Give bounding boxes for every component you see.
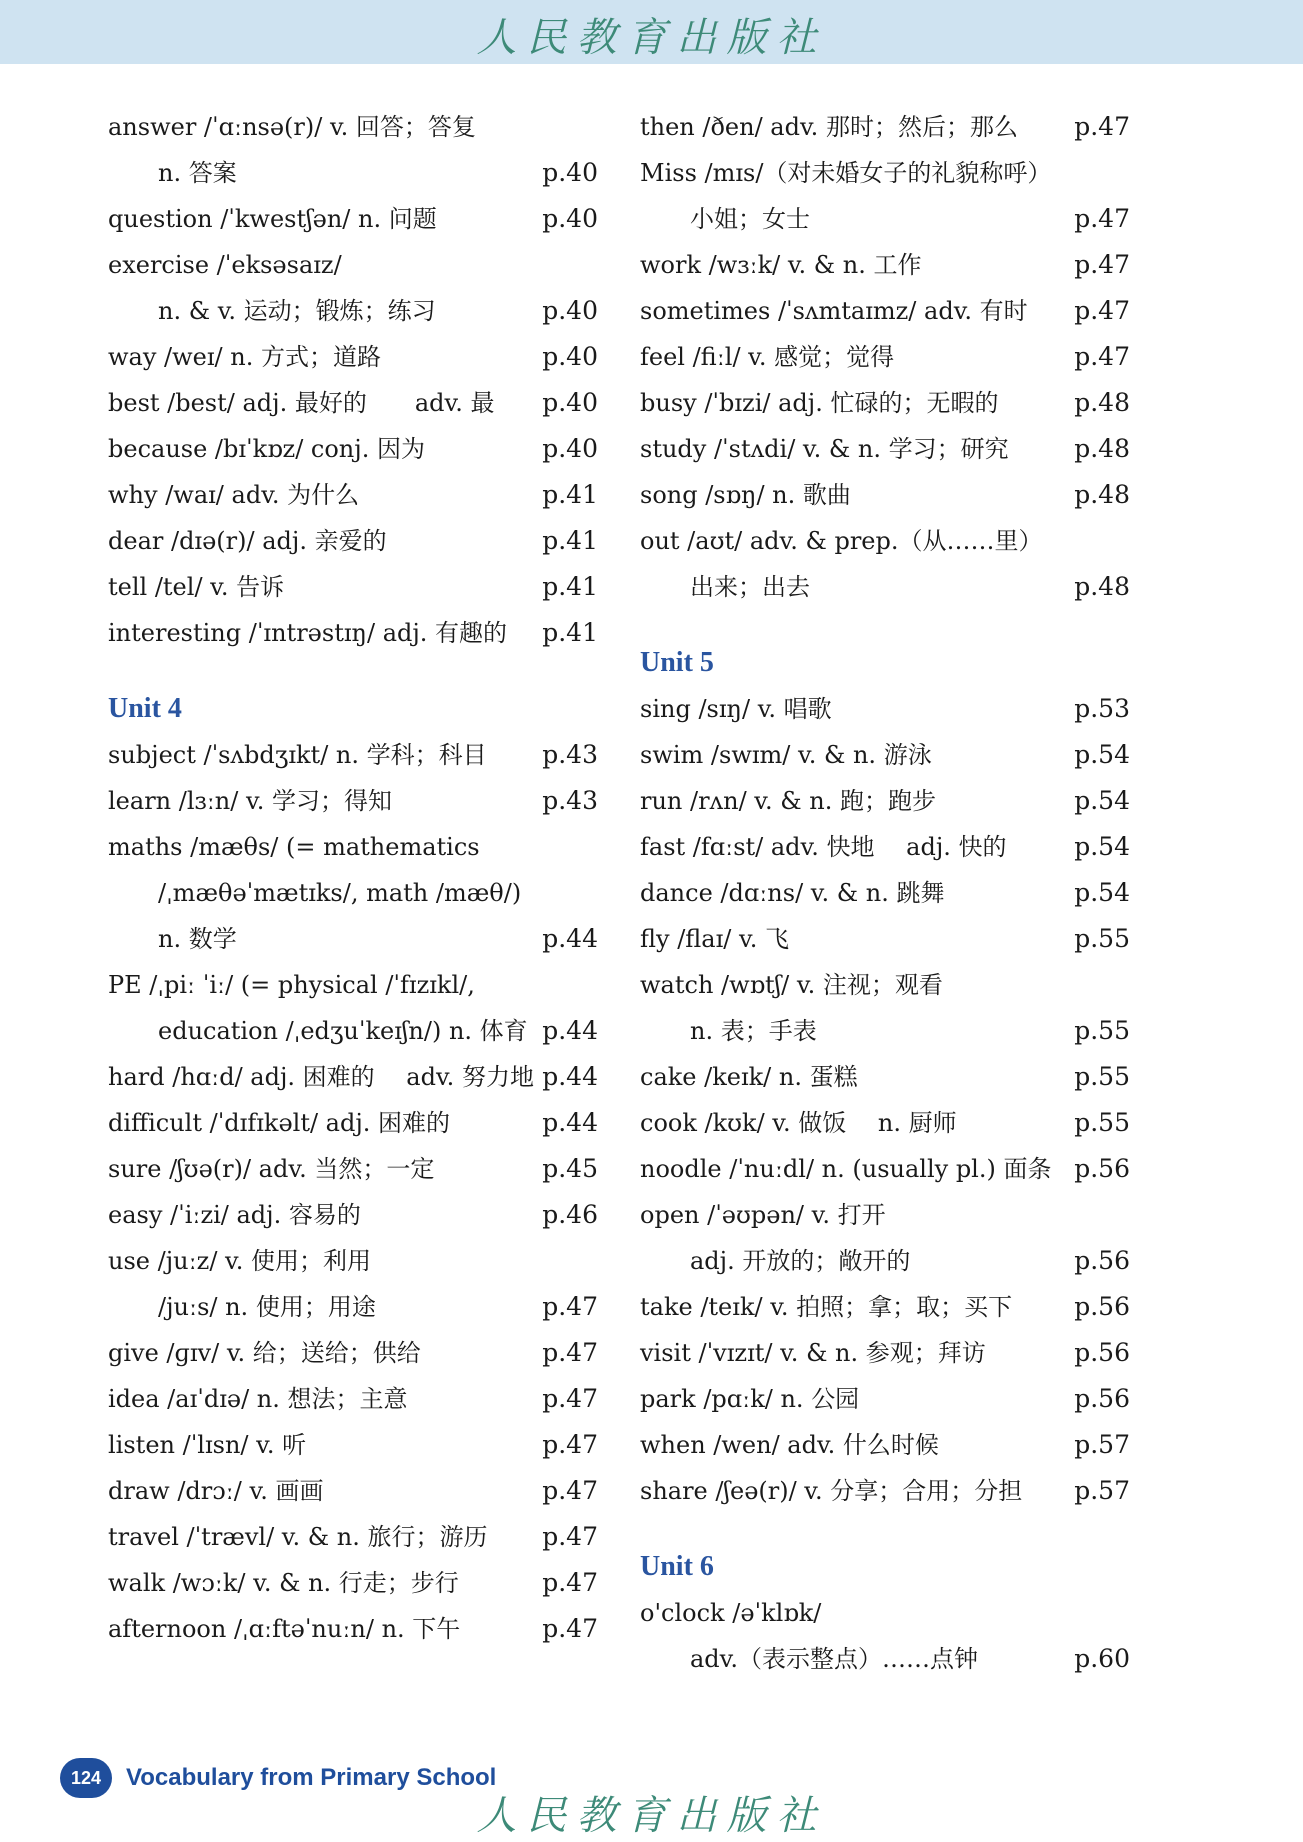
vocab-entry-text: travel /ˈtrævl/ v. & n. 旅行；游历 — [108, 1523, 488, 1551]
vocab-entry — [640, 686, 1130, 732]
unit-heading: Unit 4 — [108, 693, 182, 724]
vocab-entry-text: dance /dɑːns/ v. & n. 跳舞 — [640, 879, 945, 907]
vocab-entry — [108, 732, 598, 778]
vocab-entry — [108, 1192, 598, 1238]
vocab-page-ref: p.40 — [542, 434, 598, 463]
vocab-page-ref: p.40 — [542, 388, 598, 417]
vocab-entry — [108, 1560, 598, 1606]
vocab-entry — [640, 150, 1130, 196]
vocabulary-column-left — [108, 104, 598, 1652]
vocab-page-ref: p.47 — [1074, 112, 1130, 141]
vocab-entry-text: n. 表；手表 — [690, 1017, 817, 1045]
vocab-page-ref: p.44 — [542, 1062, 598, 1091]
vocab-entry-text: learn /lɜːn/ v. 学习；得知 — [108, 787, 392, 815]
vocab-entry — [640, 1238, 1130, 1284]
vocab-entry — [108, 962, 598, 1008]
vocab-entry — [108, 1008, 598, 1054]
vocab-entry — [640, 288, 1130, 334]
vocab-page-ref: p.40 — [542, 158, 598, 187]
vocab-page-ref: p.47 — [542, 1430, 598, 1459]
vocab-entry — [108, 824, 598, 870]
vocab-entry-text: afternoon /ˌɑːftəˈnuːn/ n. 下午 — [108, 1615, 461, 1643]
footer-publisher-logo: 人民教育出版社 — [476, 1793, 827, 1839]
vocab-entry-text: sing /sɪŋ/ v. 唱歌 — [640, 695, 832, 723]
vocab-entry-text: song /sɒŋ/ n. 歌曲 — [640, 481, 851, 509]
vocab-entry-text: give /ɡɪv/ v. 给；送给；供给 — [108, 1339, 421, 1367]
vocab-page-ref: p.56 — [1074, 1246, 1130, 1275]
vocab-entry-text: listen /ˈlɪsn/ v. 听 — [108, 1431, 307, 1459]
vocab-entry — [108, 1422, 598, 1468]
vocab-entry-text: n. 答案 — [158, 159, 237, 187]
vocab-page-ref: p.53 — [1074, 694, 1130, 723]
vocab-entry — [640, 1008, 1130, 1054]
vocab-page-ref: p.48 — [1074, 480, 1130, 509]
vocab-entry — [108, 1284, 598, 1330]
vocab-entry — [108, 778, 598, 824]
vocab-entry-text: walk /wɔːk/ v. & n. 行走；步行 — [108, 1569, 459, 1597]
vocab-entry — [108, 1100, 598, 1146]
footer-title: Vocabulary from Primary School — [126, 1764, 497, 1791]
vocab-entry — [640, 472, 1130, 518]
vocab-entry — [640, 426, 1130, 472]
vocab-page-ref: p.47 — [542, 1614, 598, 1643]
vocab-entry-text: draw /drɔː/ v. 画画 — [108, 1477, 324, 1505]
vocab-entry-text: fast /fɑːst/ adv. 快地 adj. 快的 — [640, 833, 1007, 861]
vocab-page-ref: p.56 — [1074, 1384, 1130, 1413]
vocab-page-ref: p.47 — [542, 1522, 598, 1551]
vocab-entry-text: /ˌmæθəˈmætɪks/, math /mæθ/) — [158, 879, 522, 907]
vocab-entry-text: dear /dɪə(r)/ adj. 亲爱的 — [108, 527, 387, 555]
vocab-entry — [640, 196, 1130, 242]
vocabulary-column-right — [640, 104, 1130, 1682]
vocab-entry-text: study /ˈstʌdi/ v. & n. 学习；研究 — [640, 435, 1009, 463]
vocab-entry — [108, 1514, 598, 1560]
vocab-page-ref: p.47 — [542, 1568, 598, 1597]
vocab-page-ref: p.47 — [542, 1384, 598, 1413]
vocab-entry-text: why /waɪ/ adv. 为什么 — [108, 481, 360, 509]
vocab-entry-text: 小姐；女士 — [690, 205, 810, 233]
vocab-page-ref: p.41 — [542, 618, 598, 647]
vocab-entry — [108, 518, 598, 564]
vocab-page-ref: p.46 — [542, 1200, 598, 1229]
vocab-entry — [108, 1376, 598, 1422]
vocab-entry — [640, 380, 1130, 426]
vocab-entry-text: hard /hɑːd/ adj. 困难的 adv. 努力地 — [108, 1063, 534, 1091]
vocab-page-ref: p.41 — [542, 480, 598, 509]
vocab-entry — [108, 1330, 598, 1376]
vocab-entry-text: fly /flaɪ/ v. 飞 — [640, 925, 789, 953]
vocab-entry — [640, 1468, 1130, 1514]
vocab-page-ref: p.54 — [1074, 786, 1130, 815]
vocab-entry-text: answer /ˈɑːnsə(r)/ v. 回答；答复 — [108, 113, 476, 141]
vocab-page-ref: p.55 — [1074, 1016, 1130, 1045]
vocab-entry-text: subject /ˈsʌbdʒɪkt/ n. 学科；科目 — [108, 741, 487, 769]
vocab-entry-text: maths /mæθs/ (= mathematics — [108, 833, 480, 861]
vocab-entry — [640, 334, 1130, 380]
vocab-entry-text: sometimes /ˈsʌmtaɪmz/ adv. 有时 — [640, 297, 1028, 325]
vocab-page-ref: p.47 — [542, 1476, 598, 1505]
vocab-entry — [108, 1054, 598, 1100]
vocab-entry-text: adj. 开放的；敞开的 — [690, 1247, 911, 1275]
vocab-entry-text: idea /aɪˈdɪə/ n. 想法；主意 — [108, 1385, 408, 1413]
vocab-entry — [108, 104, 598, 150]
vocab-entry — [108, 288, 598, 334]
vocab-entry — [108, 472, 598, 518]
vocab-entry — [640, 1192, 1130, 1238]
vocab-entry-text: work /wɜːk/ v. & n. 工作 — [640, 251, 922, 279]
vocab-entry — [640, 916, 1130, 962]
vocab-entry-text: Miss /mɪs/（对未婚女子的礼貌称呼） — [640, 159, 1052, 187]
vocab-page-ref: p.47 — [542, 1292, 598, 1321]
vocab-entry — [640, 1590, 1130, 1636]
vocab-entry-text: swim /swɪm/ v. & n. 游泳 — [640, 741, 932, 769]
vocab-page-ref: p.55 — [1074, 1108, 1130, 1137]
vocab-entry-text: best /best/ adj. 最好的 adv. 最 — [108, 389, 495, 417]
vocab-page-ref: p.44 — [542, 924, 598, 953]
vocab-entry — [108, 1468, 598, 1514]
vocab-page-ref: p.47 — [1074, 296, 1130, 325]
vocab-entry-text: take /teɪk/ v. 拍照；拿；取；买下 — [640, 1293, 1013, 1321]
vocab-page-ref: p.40 — [542, 204, 598, 233]
vocab-page-ref: p.47 — [1074, 250, 1130, 279]
vocab-entry — [108, 196, 598, 242]
vocab-entry-text: education /ˌedʒuˈkeɪʃn/) n. 体育 — [158, 1017, 528, 1045]
vocab-entry-text: feel /fiːl/ v. 感觉；觉得 — [640, 343, 895, 371]
vocab-page-ref: p.56 — [1074, 1338, 1130, 1367]
vocab-entry — [640, 1146, 1130, 1192]
vocab-entry-text: difficult /ˈdɪfɪkəlt/ adj. 困难的 — [108, 1109, 451, 1137]
vocab-entry — [108, 916, 598, 962]
vocab-entry-text: cook /kʊk/ v. 做饭 n. 厨师 — [640, 1109, 957, 1137]
vocab-entry-text: PE /ˌpiː ˈiː/ (= physical /ˈfɪzɪkl/, — [108, 971, 475, 999]
vocab-page-ref: p.60 — [1074, 1644, 1130, 1673]
vocab-page-ref: p.43 — [542, 786, 598, 815]
vocab-entry — [108, 150, 598, 196]
vocab-entry — [640, 778, 1130, 824]
vocab-entry-text: out /aʊt/ adv. & prep.（从……里） — [640, 527, 1043, 555]
vocab-entry-text: park /pɑːk/ n. 公园 — [640, 1385, 860, 1413]
vocab-page-ref: p.57 — [1074, 1476, 1130, 1505]
vocab-entry-text: easy /ˈiːzi/ adj. 容易的 — [108, 1201, 361, 1229]
vocab-entry — [640, 242, 1130, 288]
vocab-page-ref: p.54 — [1074, 878, 1130, 907]
vocab-entry — [640, 732, 1130, 778]
vocab-entry-text: question /ˈkwestʃən/ n. 问题 — [108, 205, 437, 233]
vocab-page-ref: p.47 — [1074, 204, 1130, 233]
vocab-entry-text: sure /ʃʊə(r)/ adv. 当然；一定 — [108, 1155, 435, 1183]
vocab-entry-text: watch /wɒtʃ/ v. 注视；观看 — [640, 971, 943, 999]
vocab-entry — [640, 1054, 1130, 1100]
vocab-entry — [640, 564, 1130, 610]
vocab-entry — [640, 1422, 1130, 1468]
vocab-entry — [640, 518, 1130, 564]
vocab-page-ref: p.57 — [1074, 1430, 1130, 1459]
vocab-entry-text: way /weɪ/ n. 方式；道路 — [108, 343, 381, 371]
vocab-entry-text: busy /ˈbɪzi/ adj. 忙碌的；无暇的 — [640, 389, 999, 417]
vocab-entry-text: then /ðen/ adv. 那时；然后；那么 — [640, 113, 1018, 141]
vocab-page-ref: p.48 — [1074, 572, 1130, 601]
vocab-entry — [640, 1330, 1130, 1376]
vocab-entry — [640, 1636, 1130, 1682]
page-number-badge: 124 — [60, 1758, 112, 1798]
vocab-page-ref: p.55 — [1074, 1062, 1130, 1091]
vocab-entry — [640, 962, 1130, 1008]
vocab-entry — [108, 426, 598, 472]
vocab-page-ref: p.44 — [542, 1016, 598, 1045]
vocab-page-ref: p.54 — [1074, 832, 1130, 861]
vocab-entry-text: when /wen/ adv. 什么时候 — [640, 1431, 939, 1459]
vocab-entry-text: cake /keɪk/ n. 蛋糕 — [640, 1063, 858, 1091]
vocab-page-ref: p.41 — [542, 572, 598, 601]
vocab-page-ref: p.48 — [1074, 388, 1130, 417]
vocab-entry — [640, 1284, 1130, 1330]
vocab-entry-text: exercise /ˈeksəsaɪz/ — [108, 251, 342, 279]
vocab-entry — [108, 564, 598, 610]
vocab-entry-text: open /ˈəʊpən/ v. 打开 — [640, 1201, 886, 1229]
vocab-entry-text: share /ʃeə(r)/ v. 分享；合用；分担 — [640, 1477, 1023, 1505]
vocab-entry-text: because /bɪˈkɒz/ conj. 因为 — [108, 435, 425, 463]
publisher-logo: 人民教育出版社 — [476, 15, 827, 61]
vocab-page-ref: p.47 — [1074, 342, 1130, 371]
vocab-entry-text: run /rʌn/ v. & n. 跑；跑步 — [640, 787, 936, 815]
vocab-entry — [108, 1146, 598, 1192]
vocab-entry-text: n. 数学 — [158, 925, 237, 953]
vocab-page-ref: p.44 — [542, 1108, 598, 1137]
vocab-entry — [108, 1238, 598, 1284]
unit-heading: Unit 5 — [640, 647, 714, 678]
vocab-entry-text: /juːs/ n. 使用；用途 — [158, 1293, 376, 1321]
vocab-entry — [640, 104, 1130, 150]
vocab-page-ref: p.47 — [542, 1338, 598, 1367]
vocab-page-ref: p.56 — [1074, 1154, 1130, 1183]
vocab-entry-text: interesting /ˈɪntrəstɪŋ/ adj. 有趣的 — [108, 619, 508, 647]
vocab-entry — [108, 610, 598, 656]
vocab-entry — [640, 1376, 1130, 1422]
vocab-entry-text: o'clock /əˈklɒk/ — [640, 1599, 822, 1627]
vocab-entry — [108, 1606, 598, 1652]
vocab-page-ref: p.41 — [542, 526, 598, 555]
vocab-entry — [640, 870, 1130, 916]
vocab-entry — [108, 242, 598, 288]
vocab-entry-text: visit /ˈvɪzɪt/ v. & n. 参观；拜访 — [640, 1339, 986, 1367]
vocab-page-ref: p.45 — [542, 1154, 598, 1183]
vocab-entry — [108, 334, 598, 380]
vocab-entry — [108, 380, 598, 426]
vocab-page-ref: p.40 — [542, 342, 598, 371]
vocab-page-ref: p.55 — [1074, 924, 1130, 953]
unit-heading: Unit 6 — [640, 1551, 714, 1582]
vocab-entry-text: tell /tel/ v. 告诉 — [108, 573, 285, 601]
vocab-entry-text: n. & v. 运动；锻炼；练习 — [158, 297, 436, 325]
vocab-entry — [640, 824, 1130, 870]
vocab-entry — [108, 870, 598, 916]
vocab-entry-text: use /juːz/ v. 使用；利用 — [108, 1247, 372, 1275]
vocab-entry-text: adv.（表示整点）……点钟 — [690, 1645, 979, 1673]
vocab-entry-text: 出来；出去 — [690, 573, 810, 601]
vocab-page-ref: p.43 — [542, 740, 598, 769]
vocab-page-ref: p.54 — [1074, 740, 1130, 769]
vocab-page-ref: p.48 — [1074, 434, 1130, 463]
vocab-entry-text: noodle /ˈnuːdl/ n. (usually pl.) 面条 — [640, 1155, 1052, 1183]
vocab-entry — [640, 1100, 1130, 1146]
vocab-page-ref: p.56 — [1074, 1292, 1130, 1321]
vocab-page-ref: p.40 — [542, 296, 598, 325]
